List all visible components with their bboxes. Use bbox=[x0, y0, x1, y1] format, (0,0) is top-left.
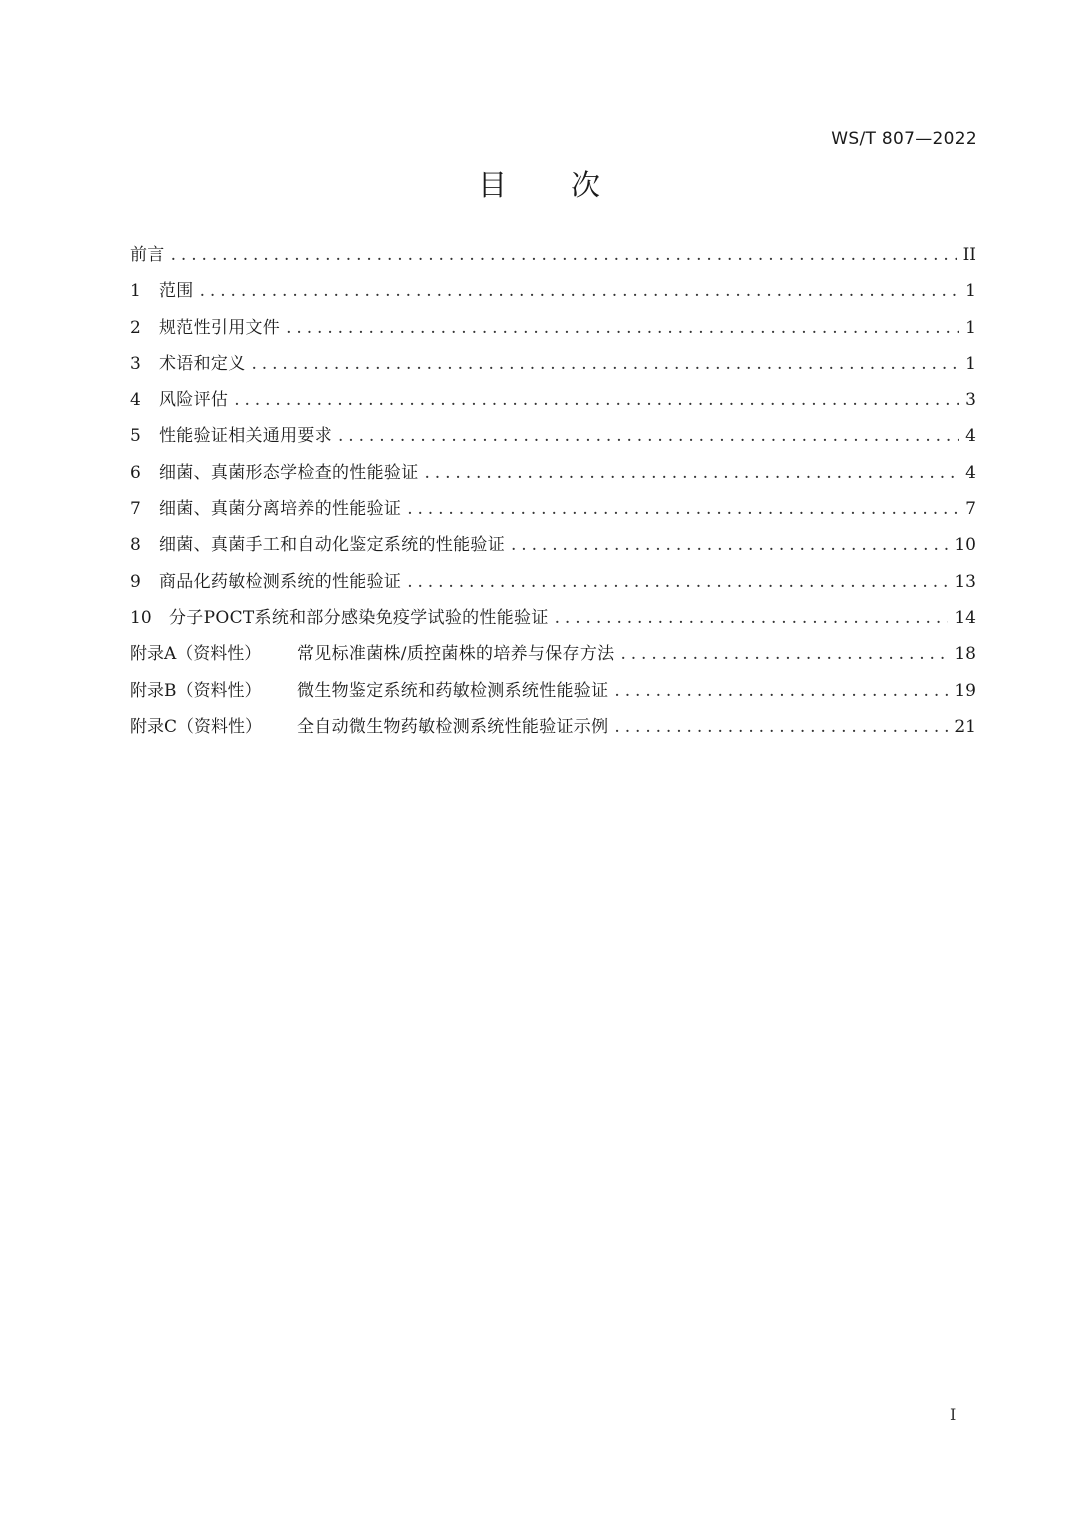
toc-entry-1[interactable] bbox=[130, 276, 976, 312]
toc-entry-6[interactable] bbox=[130, 458, 976, 494]
toc-entry-appendix-a[interactable] bbox=[130, 639, 976, 675]
toc-entry-page: 4 bbox=[965, 462, 976, 483]
toc-entry-number: 附录C（资料性） bbox=[130, 716, 263, 737]
toc-entry-title: 术语和定义 bbox=[159, 353, 246, 374]
toc-entry-page: 7 bbox=[965, 499, 976, 520]
toc-leader-dots bbox=[407, 499, 959, 519]
toc-entry-appendix-b[interactable] bbox=[130, 676, 976, 712]
toc-entry-number: 1 bbox=[130, 281, 141, 302]
toc-leader-dots bbox=[200, 281, 960, 301]
toc-entry-foreword[interactable] bbox=[130, 240, 976, 276]
toc-entry-9[interactable] bbox=[130, 567, 976, 603]
toc-entry-8[interactable] bbox=[130, 530, 976, 566]
toc-entry-number: 10 bbox=[130, 607, 152, 628]
toc-entry-title: 细菌、真菌手工和自动化鉴定系统的性能验证 bbox=[159, 535, 505, 556]
toc-entry-4[interactable] bbox=[130, 385, 976, 421]
toc-leader-dots bbox=[286, 318, 959, 338]
toc-leader-dots bbox=[511, 535, 948, 555]
toc-entry-page: 4 bbox=[965, 426, 976, 447]
toc-entry-3[interactable] bbox=[130, 349, 976, 385]
toc-entry-title: 前言 bbox=[130, 245, 165, 265]
toc-entry-number: 8 bbox=[130, 535, 141, 556]
toc-entry-page: 10 bbox=[954, 535, 976, 556]
toc-entry-page: 13 bbox=[954, 571, 976, 592]
toc-entry-page: 1 bbox=[965, 353, 976, 374]
toc-entry-title: 规范性引用文件 bbox=[159, 317, 281, 338]
toc-leader-dots bbox=[425, 463, 960, 483]
toc-entry-number: 6 bbox=[130, 462, 141, 483]
table-of-contents bbox=[130, 240, 976, 748]
page-title: 目 次 bbox=[477, 168, 602, 202]
toc-entry-number: 9 bbox=[130, 571, 141, 592]
toc-leader-dots bbox=[614, 681, 948, 701]
toc-entry-title: 微生物鉴定系统和药敏检测系统性能验证 bbox=[297, 680, 609, 701]
toc-entry-5[interactable] bbox=[130, 421, 976, 457]
toc-entry-10[interactable] bbox=[130, 603, 976, 639]
toc-entry-7[interactable] bbox=[130, 494, 976, 530]
toc-entry-appendix-c[interactable] bbox=[130, 712, 976, 748]
toc-leader-dots bbox=[338, 426, 959, 446]
page-number: I bbox=[950, 1405, 957, 1424]
toc-entry-page: 1 bbox=[965, 281, 976, 302]
toc-entry-title: 风险评估 bbox=[159, 390, 229, 411]
toc-leader-dots bbox=[555, 608, 949, 628]
toc-leader-dots bbox=[234, 390, 959, 410]
toc-leader-dots bbox=[171, 245, 957, 265]
toc-entry-page: 3 bbox=[965, 390, 976, 411]
document-code: WS/T 807—2022 bbox=[831, 129, 977, 149]
toc-entry-page: 19 bbox=[954, 680, 976, 701]
toc-leader-dots bbox=[252, 354, 960, 374]
toc-entry-number: 2 bbox=[130, 317, 141, 338]
toc-entry-title: 性能验证相关通用要求 bbox=[159, 426, 332, 447]
toc-entry-2[interactable] bbox=[130, 313, 976, 349]
toc-entry-title: 细菌、真菌形态学检查的性能验证 bbox=[159, 462, 419, 483]
toc-entry-page: 18 bbox=[954, 644, 976, 665]
toc-entry-number: 附录B（资料性） bbox=[130, 680, 262, 701]
toc-entry-page: 1 bbox=[965, 317, 976, 338]
toc-entry-number: 4 bbox=[130, 390, 141, 411]
toc-leader-dots bbox=[407, 572, 948, 592]
toc-entry-number: 附录A（资料性） bbox=[130, 644, 262, 665]
toc-entry-title: 常见标准菌株/质控菌株的培养与保存方法 bbox=[297, 644, 615, 665]
toc-entry-title: 全自动微生物药敏检测系统性能验证示例 bbox=[297, 716, 609, 737]
toc-entry-page: II bbox=[962, 245, 976, 265]
toc-leader-dots bbox=[614, 717, 948, 737]
toc-entry-title: 商品化药敏检测系统的性能验证 bbox=[159, 571, 402, 592]
toc-entry-number: 7 bbox=[130, 499, 141, 520]
toc-entry-number: 5 bbox=[130, 426, 141, 447]
toc-entry-title: 分子POCT系统和部分感染免疫学试验的性能验证 bbox=[169, 607, 549, 628]
toc-entry-title: 范围 bbox=[159, 281, 194, 302]
toc-entry-title: 细菌、真菌分离培养的性能验证 bbox=[159, 499, 402, 520]
toc-entry-page: 21 bbox=[954, 716, 976, 737]
toc-entry-page: 14 bbox=[954, 607, 976, 628]
toc-leader-dots bbox=[620, 644, 948, 664]
toc-entry-number: 3 bbox=[130, 353, 141, 374]
